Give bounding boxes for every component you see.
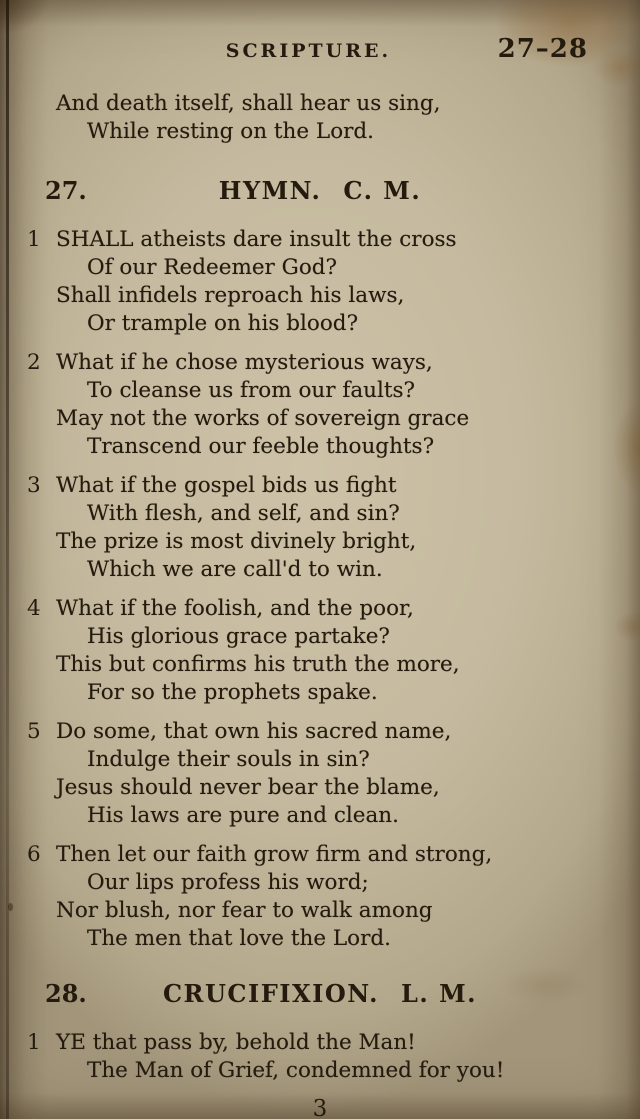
verse-line: Or trample on his blood? <box>87 311 359 336</box>
verse-line: What if he chose mysterious ways, <box>56 350 433 375</box>
verse-line: YE that pass by, behold the Man! <box>56 1030 416 1055</box>
hymn-title-group <box>0 979 640 1008</box>
hymn-meter: C. M. <box>343 176 422 205</box>
verse <box>0 595 640 707</box>
hymn-27-body <box>0 226 640 953</box>
hymn-28-body <box>0 1029 640 1085</box>
verse-line: Do some, that own his sacred name, <box>56 719 452 744</box>
hymn-meter: L. M. <box>401 979 478 1008</box>
verse-number: 1 <box>27 227 41 252</box>
verse-line: What if the gospel bids us fight <box>56 473 397 498</box>
verse-line: SHALL atheists dare insult the cross <box>56 227 457 252</box>
verse <box>0 472 640 584</box>
verse-line: Nor blush, nor fear to walk among <box>56 898 433 923</box>
page-footer <box>0 1096 640 1119</box>
hymn-number: 28. <box>45 979 87 1008</box>
verse-line: Jesus should never bear the blame, <box>56 775 440 800</box>
hymn-line: While resting on the Lord. <box>87 119 375 144</box>
hymn-number: 27. <box>45 176 87 205</box>
verse-line: Our lips profess his word; <box>87 870 369 895</box>
verse-line: Which we are call'd to win. <box>87 557 383 582</box>
verse <box>0 718 640 830</box>
verse-number: 6 <box>27 842 41 867</box>
hymn-27-heading <box>0 176 640 212</box>
verse-line: May not the works of sovereign grace <box>56 406 470 431</box>
verse <box>0 841 640 953</box>
verse-line: Of our Redeemer God? <box>87 255 338 280</box>
verse-number: 4 <box>27 596 41 621</box>
verse <box>0 1029 640 1085</box>
verse-line: To cleanse us from our faults? <box>87 378 416 403</box>
verse-number: 1 <box>27 1030 41 1055</box>
verse-number: 3 <box>27 473 41 498</box>
verse-number: 2 <box>27 350 41 375</box>
verse-line: Then let our faith grow firm and strong, <box>56 842 493 867</box>
verse-line: For so the prophets spake. <box>87 680 378 705</box>
verse-line: With flesh, and self, and sin? <box>87 501 400 526</box>
page-header <box>0 32 640 68</box>
hymn-title: HYMN. <box>218 176 322 205</box>
hymn-28-heading <box>0 979 640 1015</box>
verse <box>0 226 640 338</box>
verse-line: Transcend our feeble thoughts? <box>87 434 435 459</box>
page-number-range: 27–28 <box>497 34 588 64</box>
hymn-line: And death itself, shall hear us sing, <box>56 91 441 116</box>
verse-line: The prize is most divinely bright, <box>56 529 417 554</box>
verse-line: This but confirms his truth the more, <box>56 652 460 677</box>
verse-line: The Man of Grief, condemned for you! <box>87 1058 505 1083</box>
verse-line: The men that love the Lord. <box>87 926 391 951</box>
previous-hymn-continuation <box>0 90 640 146</box>
verse-line: What if the foolish, and the poor, <box>56 596 414 621</box>
hymn-title-group <box>0 176 640 205</box>
verse <box>0 349 640 461</box>
verse-line: Indulge their souls in sin? <box>87 747 370 772</box>
hymn-title: CRUCIFIXION. <box>162 979 380 1008</box>
page-number: 3 <box>312 1096 328 1119</box>
verse-number: 5 <box>27 719 41 744</box>
verse-line: Shall infidels reproach his laws, <box>56 283 405 308</box>
running-title: SCRIPTURE. <box>225 40 392 62</box>
verse-line: His laws are pure and clean. <box>87 803 399 828</box>
verse-line: His glorious grace partake? <box>87 624 390 649</box>
